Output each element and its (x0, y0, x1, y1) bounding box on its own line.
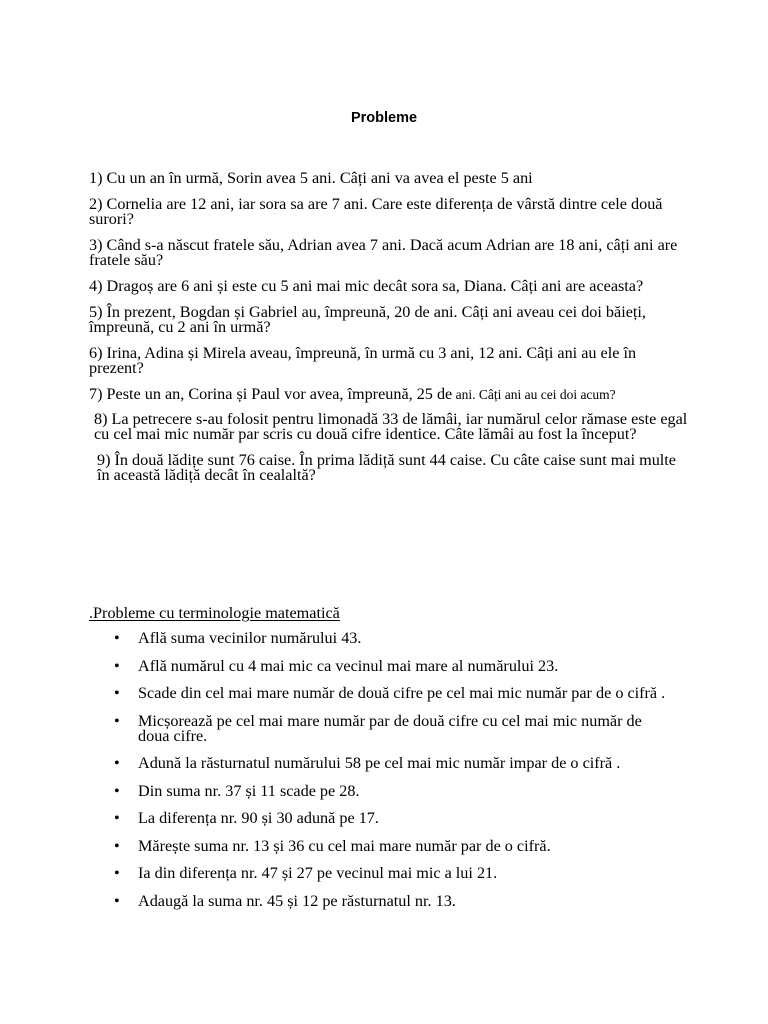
page-title: Probleme (350, 110, 418, 126)
problem-list (89, 171, 689, 494)
problem-7 (89, 387, 689, 402)
list-item-text: Adaugă la suma nr. 45 și 12 pe răsturnatul nr. 13. (138, 891, 456, 910)
list-item-text: Adună la răsturnatul numărului 58 pe cel mai mic număr impar de o cifră . (138, 754, 621, 772)
problem-1: 1) Cu un an în urmă, Sorin avea 5 ani. Câți ani va avea el peste 5 ani (89, 169, 533, 187)
bullet-icon: • (114, 656, 120, 675)
bullet-icon: • (114, 711, 120, 730)
bullet-icon: • (114, 809, 120, 827)
bullet-icon: • (114, 864, 120, 882)
list-item (114, 711, 674, 745)
problem-3: 3) Când s-a născut fratele său, Adrian avea 7 ani. Dacă acum Adrian are 18 ani, câți ani are fratele său? (89, 236, 678, 269)
list-item (114, 656, 674, 675)
problem-7-text: 7) Peste un an, Corina și Paul vor avea, împreună, 25 de (89, 385, 453, 403)
bullet-icon: • (114, 781, 120, 800)
list-item (114, 836, 674, 855)
problem-8: 8) La petrecere s-au folosit pentru limonadă 33 de lămâi, iar numărul celor rămase este egal cu cel mai mic număr par scris cu două cifre identice. Câte lămâi au fost la început? (94, 410, 688, 443)
list-item (114, 891, 674, 910)
exercise-list (114, 631, 674, 921)
list-item (114, 866, 674, 881)
bullet-icon: • (114, 891, 120, 910)
problem-9: 9) În două lădițe sunt 76 caise. În prima lădiță sunt 44 caise. Cu câte caise sunt mai multe în această lădiță decât în cealaltă? (97, 451, 676, 484)
list-item-text: La diferența nr. 90 și 30 adună pe 17. (138, 809, 379, 827)
list-item (114, 756, 674, 771)
problem-4: 4) Dragoș are 6 ani și este cu 5 ani mai mic decât sora sa, Diana. Câți ani are aceasta? (89, 277, 644, 295)
list-item-text: Din suma nr. 37 și 11 scade pe 28. (138, 781, 360, 800)
list-item-text: Află numărul cu 4 mai mic ca vecinul mai mare al numărului 23. (138, 656, 559, 675)
list-item-text: Află suma vecinilor numărului 43. (138, 629, 362, 647)
list-item (114, 811, 674, 826)
problem-7-tail: ani. Câți ani au cei doi acum? (452, 387, 616, 402)
list-item-text: Micșorează pe cel mai mare număr par de două cifre cu cel mai mic număr de doua cifre. (138, 711, 642, 745)
list-item (114, 781, 674, 800)
bullet-icon: • (114, 629, 120, 647)
bullet-icon: • (114, 836, 120, 855)
problem-6: 6) Irina, Adina și Mirela aveau, împreună, în urmă cu 3 ani, 12 ani. Câți ani au ele în prezent? (89, 344, 637, 377)
list-item-text: Mărește suma nr. 13 și 36 cu cel mai mare număr par de o cifră. (138, 836, 551, 855)
list-item-text: Ia din diferența nr. 47 și 27 pe vecinul mai mic a lui 21. (138, 864, 498, 882)
list-item (114, 631, 674, 646)
section-heading: .Probleme cu terminologie matematică (89, 604, 340, 622)
problem-2: 2) Cornelia are 12 ani, iar sora sa are 7 ani. Care este diferența de vârstă dintre cele două surori? (89, 195, 663, 228)
bullet-icon: • (114, 684, 120, 702)
list-item (114, 686, 674, 701)
list-item-text: Scade din cel mai mare număr de două cifre pe cel mai mic număr par de o cifră . (138, 684, 666, 702)
problem-5: 5) În prezent, Bogdan și Gabriel au, împreună, 20 de ani. Câți ani aveau cei doi băieți, împreună, cu 2 ani în urmă? (89, 303, 646, 336)
bullet-icon: • (114, 754, 120, 772)
